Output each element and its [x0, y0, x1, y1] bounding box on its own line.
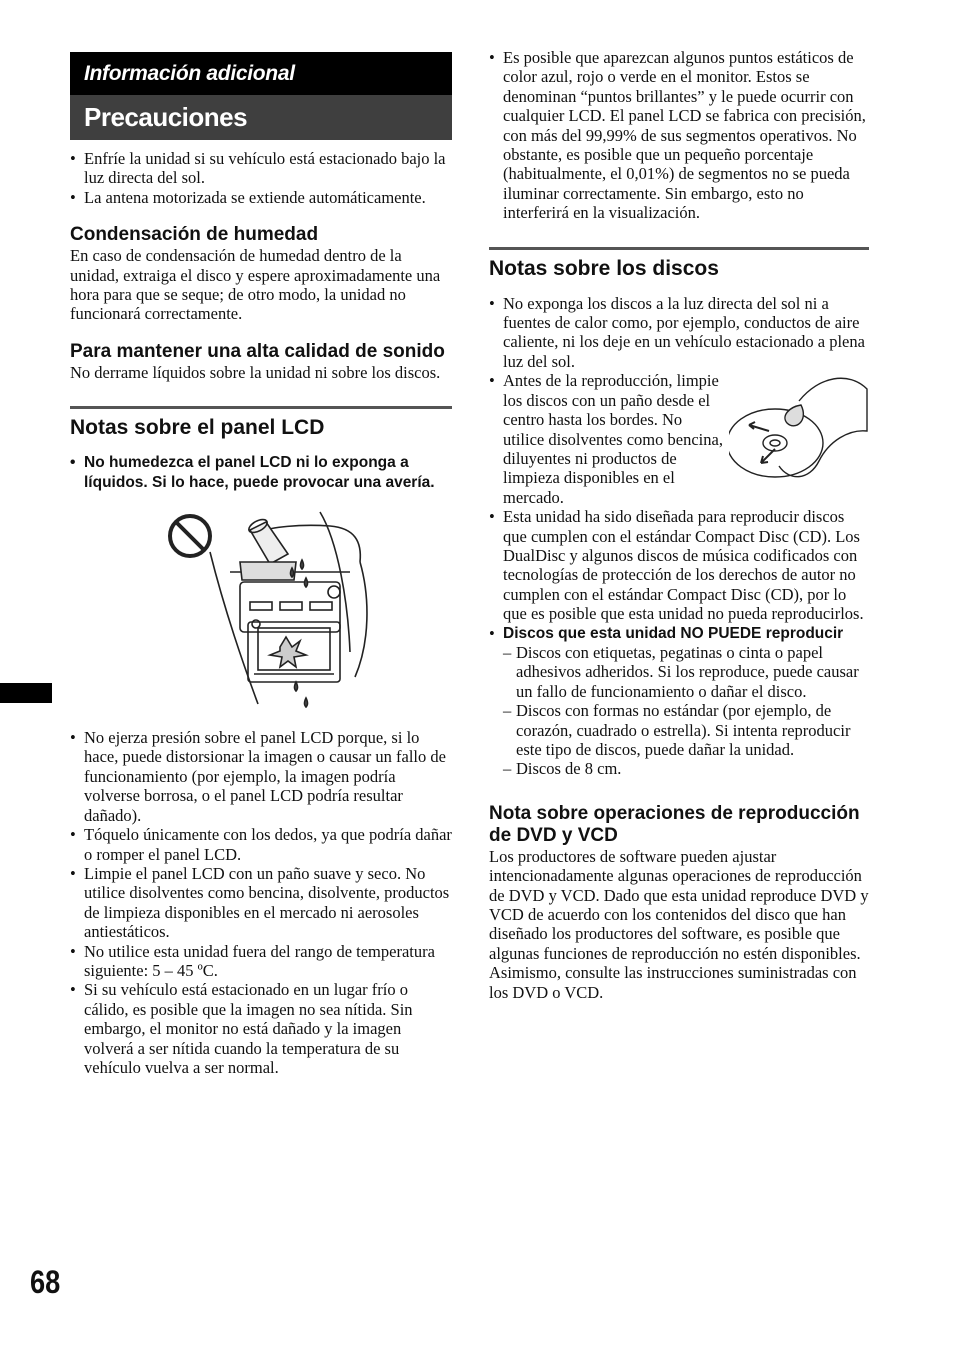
list-item: • No utilice esta unidad fuera del rango de temperatura siguiente: 5 – 45 ºC. — [70, 942, 452, 981]
arrow-icon — [761, 449, 775, 463]
disc-notes-heading: Notas sobre los discos — [489, 256, 719, 280]
condensation-heading: Condensación de humedad — [70, 224, 319, 246]
disc-bullet-list — [489, 294, 869, 779]
cannot-play-list — [503, 643, 869, 779]
list-item: • Es posible que aparezcan algunos puntos estáticos de color azul, rojo o verde en el monitor. Estos se denominan “puntos brillantes” y le puede ocurrir con cualquier LCD. El panel LCD se fabrica con precisión, con más del 99,99% de sus segmentos operativos. No obstante, es posible que un pequeño porcentaje (habitualmente, el 0,01%) de segmentos no se pueda iluminar correctamente. Sin embargo, esto no interferirá en la visualización. — [489, 48, 869, 223]
side-tab-marker — [0, 683, 52, 703]
list-item: • La antena motorizada se extiende automáticamente. — [70, 188, 452, 207]
dvd-vcd-heading: Nota sobre operaciones de reproducción de DVD y VCD — [489, 802, 860, 846]
page-number: 68 — [30, 1264, 61, 1300]
dvd-vcd-text: Los productores de software pueden ajustar intencionadamente algunas operaciones de reproducción de DVD y VCD. Dado que esta unidad reproduce DVD y VCD de acuerdo con los contenidos del disco que han diseñado los productores del software, es posible que algunas funciones de reproducción no estén disponibles. Asimismo, consulte las instrucciones suministradas con los DVD o VCD. — [489, 846, 869, 1002]
disc-icon — [729, 409, 823, 477]
list-item: • Tóquelo únicamente con los dedos, ya que podría dañar o romper el panel LCD. — [70, 825, 452, 864]
list-item: • Enfríe la unidad si su vehículo está estacionado bajo la luz directa del sol. — [70, 149, 452, 188]
page-title: Precauciones — [70, 95, 452, 140]
right-column — [489, 48, 869, 1002]
list-item: • Si su vehículo está estacionado en un lugar frío o cálido, es posible que la imagen no sea nítida. Sin embargo, el monitor no está dañado y la imagen volverá a ser nítida cuando la temperatura de su vehículo vuelva a ser normal. — [70, 980, 452, 1077]
left-column — [70, 52, 452, 1077]
list-item: – Discos de 8 cm. — [503, 759, 869, 778]
disc-clean-text: Antes de la reproducción, limpie los discos con un paño desde el centro hasta los bordes. No utilice disolventes como bencina, diluyentes ni productos de limpieza disponibles en el mercado. — [503, 371, 723, 507]
list-item: • Esta unidad ha sido diseñada para reproducir discos que cumplen con el estándar Compact Disc (CD). Los DualDisc y algunos discos de música codificados con tecnologías de protección de los derechos de autor no cumplen con el estándar Compact Disc (CD), por lo que es posible que esta unidad no pueda reproducirlos. — [489, 507, 869, 623]
list-item: • No exponga los discos a la luz directa del sol ni a fuentes de calor como, por ejemplo, conductos de aire caliente, ni los deje en un vehículo estacionado a plena luz del sol. — [489, 294, 869, 372]
list-item: • No ejerza presión sobre el panel LCD porque, si lo hace, puede distorsionar la imagen o causar un fallo de funcionamiento (por ejemplo, la imagen podría volverse borrosa, o el panel LCD podría resultar dañado). — [70, 728, 452, 825]
section-banner: Información adicional — [70, 52, 452, 95]
sound-quality-heading: Para mantener una alta calidad de sonido — [70, 340, 445, 362]
static-points-list — [489, 48, 869, 223]
list-item: • Limpie el panel LCD con un paño suave y seco. No utilice disolventes como bencina, disolvente, productos de limpieza disponibles en el mercado ni aerosoles antiestáticos. — [70, 864, 452, 942]
cannot-play-heading: • Discos que esta unidad NO PUEDE reproducir — [503, 624, 844, 642]
no-liquids-illustration — [70, 502, 452, 724]
section-divider — [70, 406, 452, 409]
intro-bullet-list — [70, 149, 452, 207]
disc-cleaning-illustration — [729, 371, 869, 495]
lcd-warning: • No humedezca el panel LCD ni lo exponga a líquidos. Si lo hace, puede provocar una avería. — [70, 453, 452, 492]
condensation-text: En caso de condensación de humedad dentro de la unidad, extraiga el disco y espere aproximadamente una hora para que se seque; de otro modo, la unidad no funcionará correctamente. — [70, 246, 441, 324]
arrow-icon — [749, 422, 769, 431]
list-item: – Discos con etiquetas, pegatinas o cinta o papel adhesivos adheridos. Si los reproduce, puede causar un fallo de funcionamiento o dañar el disco. — [503, 643, 869, 701]
lcd-bullet-list — [70, 728, 452, 1077]
lcd-warning-list — [70, 453, 452, 492]
lcd-liquid-illustration — [70, 502, 452, 724]
list-item: – Discos con formas no estándar (por ejemplo, de corazón, cuadrado o estrella). Si intenta reproducir este tipo de discos, puede dañar la unidad. — [503, 701, 869, 759]
section-divider — [489, 247, 869, 250]
list-item — [489, 371, 869, 507]
list-item — [489, 624, 869, 779]
lcd-notes-heading: Notas sobre el panel LCD — [70, 416, 325, 440]
sound-quality-text: No derrame líquidos sobre la unidad ni sobre los discos. — [70, 362, 441, 382]
